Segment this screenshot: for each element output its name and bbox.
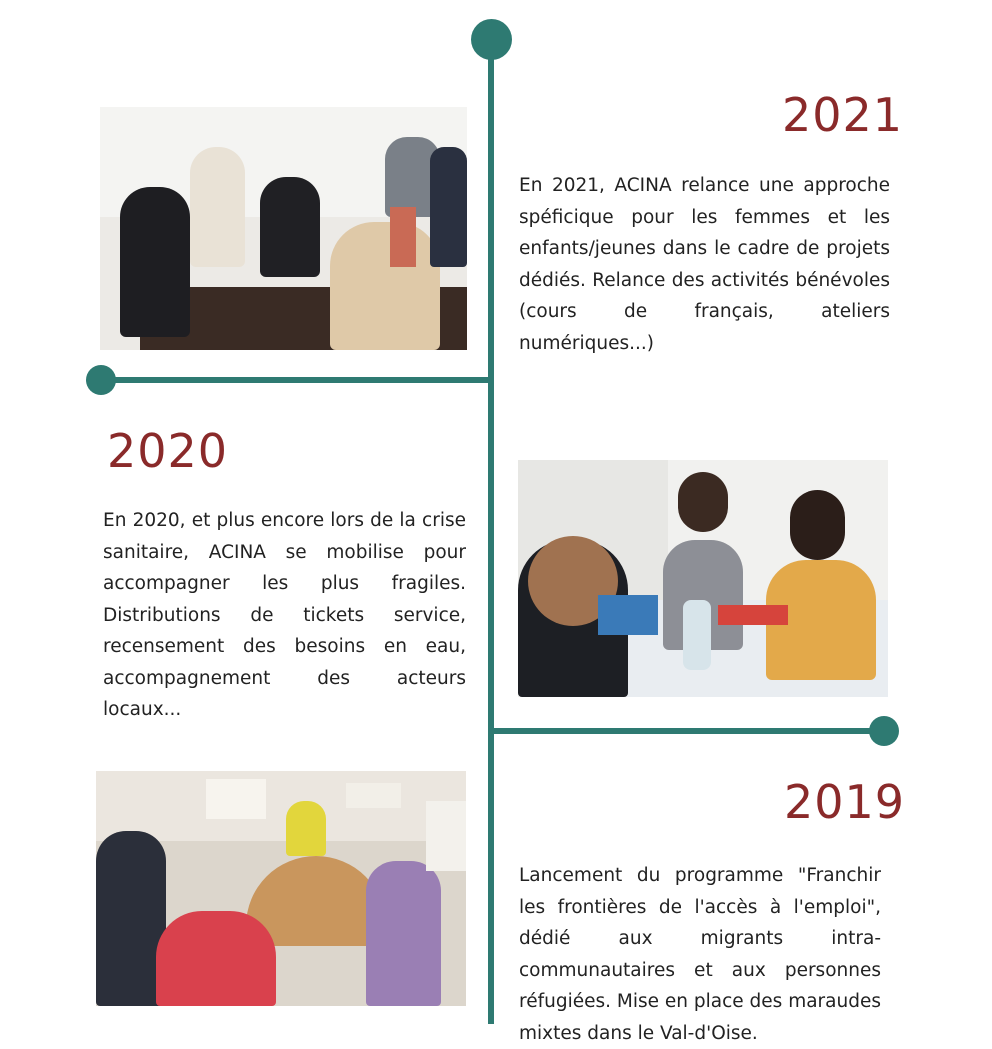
text-2019: Lancement du programme "Franchir les frontières de l'accès à l'emploi", dédié aux migrants intra-communautaires et aux personnes réfugiées. Mise en place des maraudes mixtes dans le Val-d'Oise. <box>519 865 881 1044</box>
photo-2021-workshop <box>100 107 467 350</box>
year-2021: 2021 <box>782 88 904 142</box>
timeline-vertical-line <box>488 40 494 1024</box>
timeline-branch-2020 <box>100 377 492 383</box>
timeline-dot-2020 <box>86 365 116 395</box>
timeline-dot-2019 <box>869 716 899 746</box>
text-2020: En 2020, et plus encore lors de la crise sanitaire, ACINA se mobilise pour accompagner les plus fragiles. Distributions de tickets service, recensement des besoins en eau, accompagnement des acteurs locaux... <box>103 510 466 720</box>
text-2021: En 2021, ACINA relance une approche spéficique pour les femmes et les enfants/jeunes dans le cadre de projets dédiés. Relance des activités bénévoles (cours de français, ateliers numériques...) <box>519 175 890 354</box>
photo-2020-masked-volunteers <box>518 460 888 697</box>
timeline-branch-2019 <box>491 728 883 734</box>
year-2020: 2020 <box>107 424 229 478</box>
timeline-top-dot <box>471 19 512 60</box>
photo-2019-meeting <box>96 771 466 1006</box>
year-2019: 2019 <box>784 775 906 829</box>
